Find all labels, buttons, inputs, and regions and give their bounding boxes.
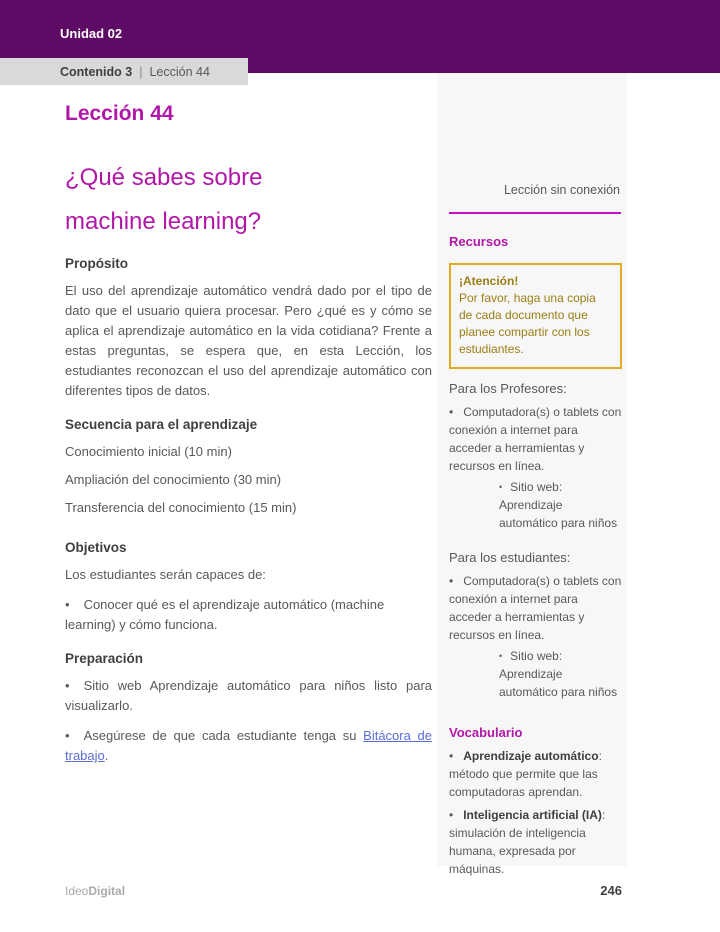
students-sub-bullet-text: Sitio web: Aprendizaje automático para niños — [499, 649, 618, 699]
sidebar — [437, 73, 627, 876]
bullet-icon: • — [449, 808, 454, 822]
attention-body: Por favor, haga una copia de cada documento que planee compartir con los estudiantes. — [459, 291, 596, 356]
footer-brand — [65, 884, 125, 898]
sub-bullet-icon: • — [499, 482, 503, 492]
teachers-sub-bullet-item — [499, 478, 622, 532]
teachers-bullet-item — [449, 403, 622, 475]
sidebar-divider — [449, 212, 621, 214]
objetivos-bullet-text: Conocer qué es el aprendizaje automático (machine learning) y cómo funciona. — [65, 597, 385, 632]
attention-box — [449, 263, 622, 369]
vocabulario-heading: Vocabulario — [449, 725, 523, 740]
preparacion-bullet-1-text: Sitio web Aprendizaje automático para niños listo para visualizarlo. — [65, 678, 432, 713]
bitacora-link[interactable]: Bitácora de trabajo — [65, 728, 432, 763]
lesson-mode-label: Lección sin conexión — [503, 183, 620, 197]
secuencia-item-1: Conocimiento inicial (10 min) — [65, 444, 232, 459]
lesson-title-line1: ¿Qué sabes sobre — [65, 164, 263, 191]
vocab-item-1 — [449, 747, 622, 801]
bullet-icon: • — [65, 678, 70, 693]
preparacion-bullet-2 — [65, 726, 432, 766]
vocab-term-2: Inteligencia artificial (IA) — [463, 808, 602, 822]
secuencia-heading: Secuencia para el aprendizaje — [65, 417, 258, 432]
main-content — [65, 102, 432, 766]
bullet-icon: • — [449, 405, 454, 419]
students-bullet-text: Computadora(s) o tablets con conexión a internet para acceder a herramientas y recursos en línea. — [449, 574, 622, 642]
breadcrumb-content-label: Contenido 3 — [60, 64, 133, 79]
preparacion-bullet-1 — [65, 676, 432, 716]
breadcrumb-separator: | — [139, 64, 143, 79]
vocab-term-1: Aprendizaje automático — [463, 749, 599, 763]
students-sub-bullet-item — [499, 647, 622, 701]
teachers-heading: Para los Profesores: — [449, 381, 567, 396]
students-bullet-item — [449, 572, 622, 644]
preparacion-heading: Preparación — [65, 651, 144, 666]
teachers-bullet-text: Computadora(s) o tablets con conexión a internet para acceder a herramientas y recursos en línea. — [449, 405, 622, 473]
bullet-icon: • — [449, 574, 454, 588]
secuencia-item-2: Ampliación del conocimiento (30 min) — [65, 472, 282, 487]
teachers-sub-bullet-text: Sitio web: Aprendizaje automático para niños — [499, 480, 618, 530]
proposito-body: El uso del aprendizaje automático vendrá dado por el tipo de dato que el usuario quiera procesar. Pero ¿qué es y cómo se aplica el aprendizaje automático en la vida cotidiana? Frente a estas preguntas, se espera que, en esta Lección, los estudiantes reconozcan el uso del aprendizaje automático con diferentes tipos de datos. — [65, 283, 432, 398]
objetivos-heading: Objetivos — [65, 540, 127, 555]
lesson-title — [65, 156, 432, 244]
secuencia-item-3: Transferencia del conocimiento (15 min) — [65, 500, 297, 515]
students-heading: Para los estudiantes: — [449, 550, 571, 565]
page-number: 246 — [600, 883, 622, 898]
recursos-heading: Recursos — [449, 234, 509, 249]
sub-bullet-icon: • — [499, 651, 503, 661]
vocab-definition-2: : simulación de inteligencia humana, expresada por máquinas. — [449, 808, 606, 876]
bullet-icon: • — [449, 749, 454, 763]
bullet-icon: • — [65, 597, 70, 612]
breadcrumb — [0, 58, 248, 85]
objetivos-bullet-item — [65, 595, 432, 635]
lesson-number-heading: Lección 44 — [65, 102, 174, 125]
attention-title: ¡Atención! — [459, 274, 519, 288]
unit-label: Unidad 02 — [60, 26, 123, 41]
lesson-title-line2: machine learning? — [65, 208, 262, 235]
objetivos-intro: Los estudiantes serán capaces de: — [65, 567, 266, 582]
preparacion-bullet-2-period: . — [104, 748, 109, 763]
breadcrumb-lesson-label: Lección 44 — [149, 64, 210, 79]
proposito-heading: Propósito — [65, 256, 128, 271]
vocab-definition-1: : método que permite que las computadoras aprendan. — [449, 749, 602, 799]
bullet-icon: • — [65, 728, 70, 743]
footer-brand-bold: Digital — [88, 884, 126, 898]
footer-brand-light: Ideo — [65, 884, 89, 898]
preparacion-bullet-2-text: Asegúrese de que cada estudiante tenga su — [83, 728, 364, 743]
vocab-item-2 — [449, 806, 622, 878]
